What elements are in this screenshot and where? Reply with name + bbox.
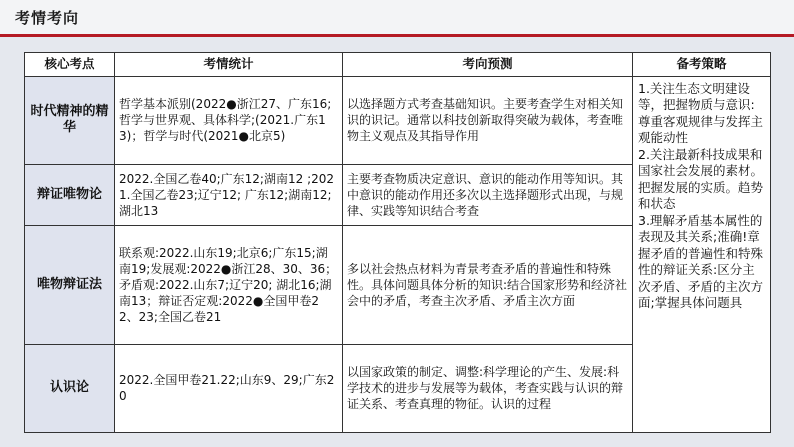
column-header-strategy: 备考策略	[633, 53, 771, 77]
row-prediction: 主要考查物质决定意识、意识的能动作用等知识。其中意识的能动作用还多次以主选择题形式出现，与规律、实践等知识结合考查	[343, 164, 633, 225]
column-header-prediction: 考向预测	[343, 53, 633, 77]
header-bar	[0, 0, 794, 34]
exam-analysis-table-container	[24, 52, 770, 433]
column-header-statistics: 考情统计	[115, 53, 343, 77]
row-statistics: 2022.全国乙卷40;广东12;湖南12 ;2021.全国乙卷23;辽宁12; 广东12;湖南12;湖北13	[115, 164, 343, 225]
row-statistics: 哲学基本派别(2022●浙江27、广东16;哲学与世界观、具体科学;(2021.广东13)；哲学与时代(2021●北京5)	[115, 76, 343, 164]
row-topic: 认识论	[25, 344, 115, 432]
row-statistics: 联系观:2022.山东19;北京6;广东15;湖南19;发展观:2022●浙江28、30、36；矛盾观:2022.山东7;辽宁20; 湖北16;湖南13；辩证否定观:2022●全国甲卷22、23;全国乙卷21	[115, 225, 343, 344]
header-divider	[0, 34, 794, 37]
row-prediction: 以国家政策的制定、调整:科学理论的产生、发展:科学技术的进步与发展等为载体，考查实践与认识的辩证关系、考查真理的物征。认识的过程	[343, 344, 633, 432]
table-header-row	[25, 53, 771, 77]
row-prediction: 多以社会热点材料为青景考查矛盾的普遍性和特殊性。具体问题具体分析的知识:结合国家形势和经济社会中的矛盾，考查主次矛盾、矛盾主次方面	[343, 225, 633, 344]
row-prediction: 以选择题方式考查基础知识。主要考查学生对相关知识的识记。通常以科技创新取得突破为载体，考查唯物主义观点及其指导作用	[343, 76, 633, 164]
row-topic: 时代精神的精华	[25, 76, 115, 164]
row-topic: 辩证唯物论	[25, 164, 115, 225]
page-title: 考情考向	[15, 9, 80, 27]
strategy-text: 1.关注生态文明建设等，把握物质与意识:尊重客观规律与发挥主观能动性 2.关注最新科技成果和国家社会发展的素材。把握发展的实质。趋势和状态 3.理解矛盾基本属性的表现及其关系;准确!章握矛盾的普遍性和特殊性的辩证关系:区分主次矛盾、矛盾的主次方面;掌握具体问题具	[638, 80, 764, 311]
column-header-topic: 核心考点	[25, 53, 115, 77]
table-row	[25, 76, 771, 164]
row-statistics: 2022.全国甲卷21.22;山东9、29;广东20	[115, 344, 343, 432]
strategy-cell	[633, 76, 771, 432]
exam-analysis-table	[24, 52, 771, 433]
row-topic: 唯物辩证法	[25, 225, 115, 344]
